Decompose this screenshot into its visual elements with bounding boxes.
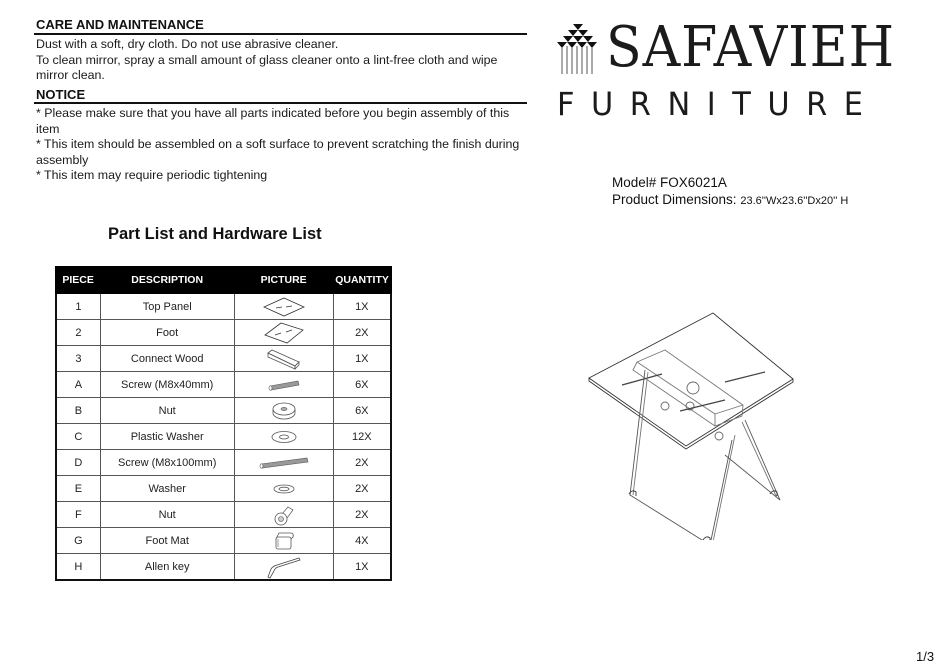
notice-rule — [34, 102, 527, 104]
notice-text — [36, 106, 526, 184]
piece-cell: 1 — [56, 293, 100, 320]
description-cell: Washer — [100, 476, 234, 502]
notice-line: * This item should be assembled on a soft surface to prevent scratching the finish during assembly — [36, 137, 520, 167]
piece-cell: D — [56, 450, 100, 476]
quantity-cell: 1X — [333, 554, 391, 581]
table-row — [56, 554, 391, 581]
notice-heading: NOTICE — [36, 87, 86, 102]
picture-cell — [234, 502, 333, 528]
description-cell: Connect Wood — [100, 346, 234, 372]
parts-table-title: Part List and Hardware List — [108, 225, 322, 243]
foot-mat-icon — [235, 530, 333, 552]
quantity-cell: 6X — [333, 398, 391, 424]
wood-block-icon — [235, 348, 333, 370]
care-heading: CARE AND MAINTENANCE — [36, 17, 204, 32]
picture-cell — [234, 554, 333, 581]
piece-cell: 2 — [56, 320, 100, 346]
care-text — [36, 37, 526, 84]
description-cell: Screw (M8x40mm) — [100, 372, 234, 398]
dimensions-info — [612, 191, 848, 210]
round-nut-icon — [235, 401, 333, 421]
dimensions-label: Product Dimensions: — [612, 192, 737, 207]
description-cell: Nut — [100, 502, 234, 528]
picture-cell — [234, 346, 333, 372]
table-row — [56, 450, 391, 476]
long-screw-icon — [235, 456, 333, 470]
description-cell: Allen key — [100, 554, 234, 581]
quantity-cell: 1X — [333, 293, 391, 320]
piece-cell: A — [56, 372, 100, 398]
table-row — [56, 320, 391, 346]
picture-cell — [234, 372, 333, 398]
care-rule — [34, 33, 527, 35]
piece-cell: C — [56, 424, 100, 450]
assembled-glass-table-icon — [585, 310, 795, 540]
notice-line: * This item may require periodic tightening — [36, 168, 268, 182]
header-description: DESCRIPTION — [100, 267, 234, 293]
model-value: FOX6021A — [660, 175, 727, 190]
table-row — [56, 398, 391, 424]
description-cell: Top Panel — [100, 293, 234, 320]
picture-cell — [234, 398, 333, 424]
quantity-cell: 2X — [333, 476, 391, 502]
header-piece: PIECE — [56, 267, 100, 293]
description-cell: Foot — [100, 320, 234, 346]
piece-cell: 3 — [56, 346, 100, 372]
piece-cell: G — [56, 528, 100, 554]
washer-icon — [235, 483, 333, 495]
description-cell: Plastic Washer — [100, 424, 234, 450]
glass-panel-icon — [235, 322, 333, 344]
quantity-cell: 2X — [333, 502, 391, 528]
picture-cell — [234, 320, 333, 346]
table-header-row — [56, 267, 391, 293]
description-cell: Nut — [100, 398, 234, 424]
table-row — [56, 502, 391, 528]
page-number: 1/3 — [916, 649, 935, 664]
piece-cell: F — [56, 502, 100, 528]
triangle-pyramid-logo-icon — [556, 24, 598, 74]
model-label: Model# — [612, 175, 657, 190]
picture-cell — [234, 450, 333, 476]
care-line: To clean mirror, spray a small amount of glass cleaner onto a lint-free cloth and wipe mirror clean. — [36, 52, 498, 82]
table-row — [56, 293, 391, 320]
parts-table — [55, 266, 392, 581]
header-quantity: QUANTITY — [333, 267, 391, 293]
quantity-cell: 4X — [333, 528, 391, 554]
quantity-cell: 2X — [333, 450, 391, 476]
table-row — [56, 424, 391, 450]
allen-key-icon — [235, 555, 333, 579]
care-line: Dust with a soft, dry cloth. Do not use abrasive cleaner. — [36, 37, 339, 51]
picture-cell — [234, 424, 333, 450]
table-row — [56, 346, 391, 372]
short-screw-icon — [235, 378, 333, 392]
cap-nut-icon — [235, 504, 333, 526]
table-row — [56, 476, 391, 502]
brand-subtitle: FURNITURE — [557, 85, 880, 123]
picture-cell — [234, 528, 333, 554]
notice-line: * Please make sure that you have all parts indicated before you begin assembly of this item — [36, 106, 510, 136]
quantity-cell: 2X — [333, 320, 391, 346]
piece-cell: E — [56, 476, 100, 502]
washer-icon — [235, 430, 333, 444]
model-info — [612, 174, 727, 192]
table-row — [56, 528, 391, 554]
picture-cell — [234, 293, 333, 320]
piece-cell: H — [56, 554, 100, 581]
picture-cell — [234, 476, 333, 502]
brand-name: SAFAVIEH — [606, 15, 895, 80]
quantity-cell: 12X — [333, 424, 391, 450]
description-cell: Foot Mat — [100, 528, 234, 554]
glass-panel-icon — [235, 297, 333, 317]
piece-cell: B — [56, 398, 100, 424]
description-cell: Screw (M8x100mm) — [100, 450, 234, 476]
header-picture: PICTURE — [234, 267, 333, 293]
dimensions-value: 23.6''Wx23.6''Dx20'' H — [740, 195, 849, 207]
table-row — [56, 372, 391, 398]
quantity-cell: 6X — [333, 372, 391, 398]
quantity-cell: 1X — [333, 346, 391, 372]
